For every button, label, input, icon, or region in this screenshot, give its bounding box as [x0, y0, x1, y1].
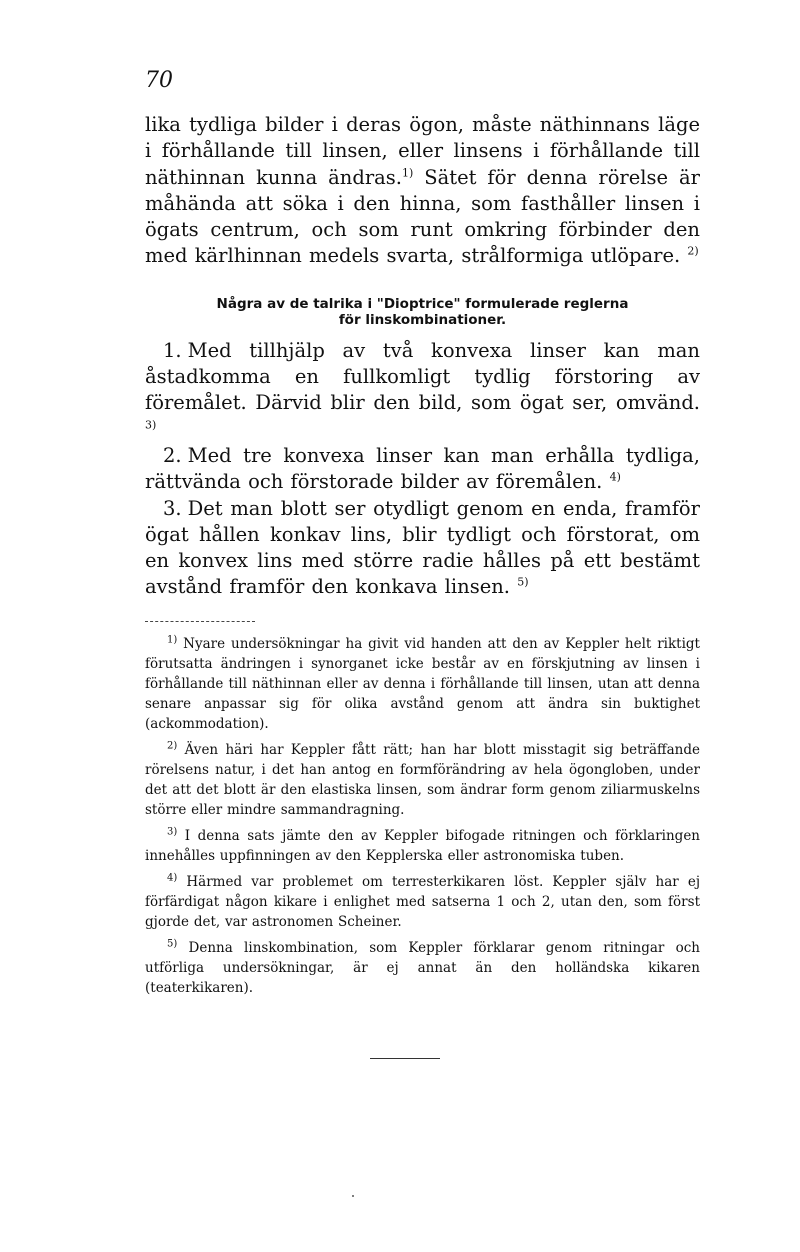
rule-number: 1. [163, 338, 182, 362]
intro-text-part2: Sätet för denna rörelse är måhända att söka i den hinna, som fasthåller linsen i ögats centrum, och som runt omkring förbinder den med kärlhinnan medels svarta, strålformiga utlöpare. [145, 165, 700, 268]
book-page [145, 68, 700, 1004]
rule-text: Med tillhjälp av två konvexa linser kan man åstadkomma en fullkomligt tydlig förstoring av föremålet. Därvid blir den bild, som ögat ser, omvänd. [145, 338, 700, 415]
footnote-mark: 4) [167, 872, 178, 884]
intro-paragraph [145, 112, 700, 270]
footnote-mark: 1) [167, 634, 178, 646]
footnote-ref-2: 2) [687, 244, 699, 258]
footnote-mark: 2) [167, 740, 178, 752]
footnote-text: Denna linskombination, som Keppler förklarar genom ritningar och utförliga undersökningar, är ej annat än den holländska kikaren (teaterkikaren). [145, 939, 700, 996]
section-heading-line2: för linskombinationer. [338, 311, 507, 328]
rule-text: Det man blott ser otydligt genom en enda, framför ögat hållen konkav lins, blir tydligt och förstorat, om en konvex lins med större radie hålles på ett bestämt avstånd framför den konkava linsen. [145, 496, 700, 599]
footnote-2 [145, 740, 700, 820]
footnote-text: Härmed var problemet om terresterkikaren löst. Keppler själv har ej förfärdigat någon kikare i enlighet med satserna 1 och 2, utan den, som först gjorde det, var astronomen Scheiner. [145, 873, 700, 930]
intro-text-part1: lika tydliga bilder i deras ögon, måste näthinnans läge i förhållande till linsen, eller linsens i förhållande till näthinnan kunna ändras. [145, 113, 700, 189]
rule-item [145, 338, 700, 443]
footnote-5 [145, 938, 700, 998]
footnote-text: Nyare undersökningar ha givit vid handen att den av Keppler helt riktigt förutsatta ändringen i synorganet icke består av en förskjutning av linsen i förhållande till näthinnan eller av denna i förhållande till linsen, utan att denna senare anpassar sig för olika avstånd genom att ändra sin buktighet (ackommodation). [145, 635, 700, 732]
footnote-separator [145, 621, 255, 622]
footnote-4 [145, 872, 700, 932]
footnote-ref-1: 1) [401, 166, 414, 180]
section-heading [145, 296, 700, 328]
footnote-ref-5: 5) [517, 575, 529, 589]
footnote-ref-4: 4) [609, 470, 621, 484]
rule-number: 2. [163, 443, 182, 467]
rule-item [145, 496, 700, 601]
footnote-text: Även häri har Keppler fått rätt; han har blott misstagit sig beträffande rörelsens natur, i det han antog en formförändring av hela ögongloben, under det att det blott är den elastiska linsen, som ändrar form genom ziliarmuskelns större eller mindre sammandragning. [145, 741, 700, 818]
rule-text: Med tre konvexa linser kan man erhålla tydliga, rättvända och förstorade bilder av föremålen. [145, 443, 700, 494]
footnote-ref-3: 3) [145, 418, 157, 432]
footnote-mark: 3) [167, 826, 178, 838]
footnote-mark: 5) [167, 938, 178, 950]
rule-item [145, 443, 700, 496]
section-heading-line1: Några av de talrika i "Dioptrice" formulerade reglerna [216, 295, 629, 312]
footnote-1 [145, 634, 700, 734]
rule-number: 3. [163, 496, 182, 520]
print-speck [352, 1195, 354, 1197]
footnote-text: I denna sats jämte den av Keppler bifogade ritningen och förklaringen innehålles uppfinningen av den Kepplerska eller astronomiska tuben. [145, 827, 700, 864]
page-number: 70 [145, 68, 173, 93]
footnote-3 [145, 826, 700, 866]
end-rule [370, 1058, 440, 1059]
